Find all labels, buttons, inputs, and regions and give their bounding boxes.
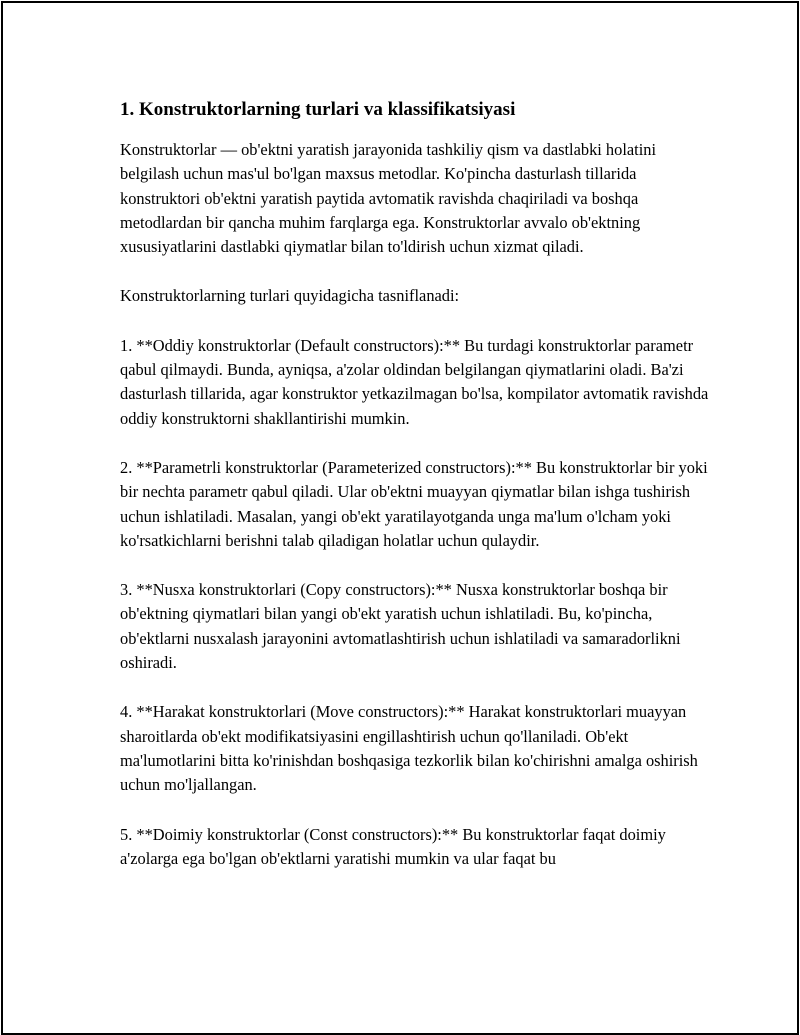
classification-intro-paragraph: Konstruktorlarning turlari quyidagicha tasniflanadi:	[120, 286, 460, 306]
intro-paragraph: Konstruktorlar — ob'ektni yaratish jarayonida tashkiliy qism va dastlabki holatini belgilash uchun mas'ul bo'lgan maxsus metodlar. Ko'pincha dasturlash tillarida konstruktori ob'ektni yaratish paytida avtomatik ravishda chaqiriladi va boshqa metodlardan bir qancha muhim farqlarga ega. Konstruktorlar avvalo ob'ektning xususiyatlarini dastlabki qiymatlar bilan to'ldirish uchun xizmat qiladi.	[120, 140, 657, 257]
move-constructors-paragraph: 4. **Harakat konstruktorlari (Move constructors):** Harakat konstruktorlari muayyan sharoitlarda ob'ekt modifikatsiyasini engillashtirish uchun qo'llaniladi. Ob'ekt ma'lumotlarini bitta ko'rinishdan boshqasiga tezkorlik bilan ko'chirishni amalga oshirish uchun mo'ljallangan.	[120, 702, 698, 795]
default-constructors-paragraph: 1. **Oddiy konstruktorlar (Default constructors):** Bu turdagi konstruktorlar parametr qabul qilmaydi. Bunda, ayniqsa, a'zolar oldindan belgilangan qiymatlarini oladi. Ba'zi dasturlash tillarida, agar konstruktor yetkazilmagan bo'lsa, kompilator avtomatik ravishda oddiy konstruktorni shakllantirishi mumkin.	[120, 335, 709, 428]
document-content	[120, 96, 710, 871]
document-page	[1, 1, 799, 1035]
parameterized-constructors-paragraph: 2. **Parametrli konstruktorlar (Parameterized constructors):** Bu konstruktorlar bir yoki bir nechta parametr qabul qiladi. Ular ob'ektni muayyan qiymatlar bilan ishga tushirish uchun ishlatiladi. Masalan, yangi ob'ekt yaratilayotganda unga ma'lum o'lcham yoki ko'rsatkichlarni berishni talab qiladigan holatlar uchun qulaydir.	[120, 457, 708, 550]
const-constructors-paragraph: 5. **Doimiy konstruktorlar (Const constructors):** Bu konstruktorlar faqat doimiy a'zolarga ega bo'lgan ob'ektlarni yaratishi mumkin va ular faqat bu	[120, 824, 666, 868]
copy-constructors-paragraph: 3. **Nusxa konstruktorlari (Copy constructors):** Nusxa konstruktorlar boshqa bir ob'ektning qiymatlari bilan yangi ob'ekt yaratish uchun ishlatiladi. Bu, ko'pincha, ob'ektlarni nusxalash jarayonini avtomatlashtirish uchun ishlatiladi va samaradorlikni oshiradi.	[120, 580, 681, 673]
section-heading: 1. Konstruktorlarning turlari va klassifikatsiyasi	[120, 99, 516, 120]
